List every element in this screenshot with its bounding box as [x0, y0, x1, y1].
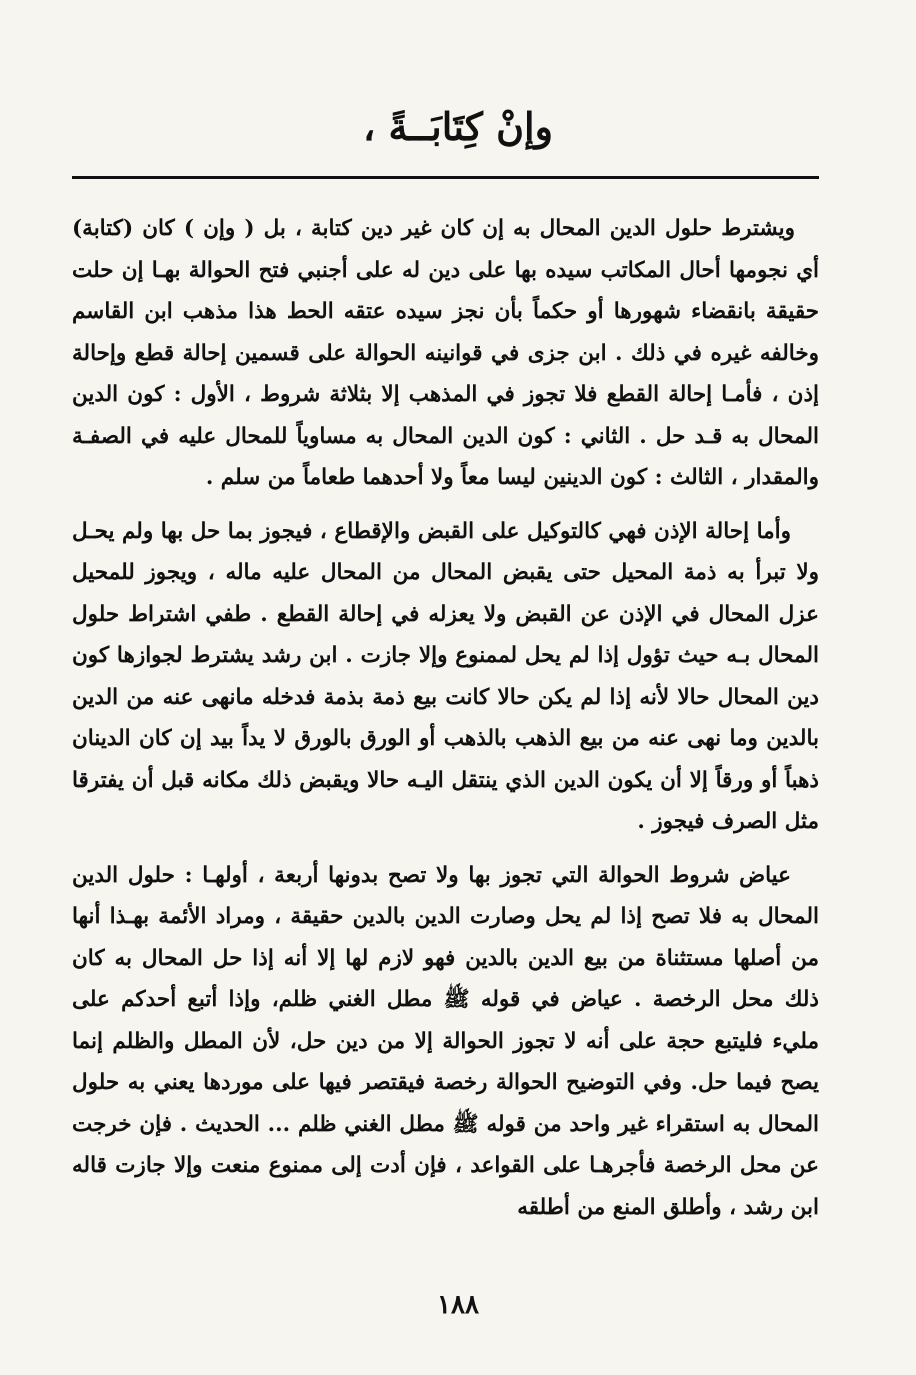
body-text — [72, 208, 819, 1240]
paragraph: ويشترط حلول الدين المحال به إن كان غير دين كتابة ، بل ( وإن ) كان (كتابة) أي نجومها أحال المكاتب سيده بها على دين له على أجنبي فتح الحوالة بهـا إن حلت حقيقة بانقضاء شهورها أو حكماً بأن نجز سيده عتقه الحط هذا مذهب ابن القاسم وخالفه غيره في ذلك . ابن جزى في قوانينه الحوالة على قسمين إحالة قطع وإحالة إذن ، فأمـا إحالة القطع فلا تجوز في المذهب إلا بثلاثة شروط ، الأول : كون الدين المحال به قـد حل . الثاني : كون الدين المحال به مساوياً للمحال عليه في الصفـة والمقدار ، الثالث : كون الدينين ليسا معاً ولا أحدهما طعاماً من سلم . — [72, 216, 819, 490]
page-number: ١٨٨ — [437, 1290, 479, 1320]
page-header-title: وإنْ كِتَابَــةً ، — [363, 104, 553, 149]
paragraph: عياض شروط الحوالة التي تجوز بها ولا تصح بدونها أربعة ، أولهـا : حلول الدين المحال به فلا تصح إذا لم يحل وصارت الدين بالدين حقيقة ، ومراد الأئمة بهـذا أنها من أصلها مستثناة من بيع الدين بالدين فهو لازم لها إلا أنه إذا حل المحال به كان ذلك محل الرخصة . عياض في قوله ﷺ مطل الغني ظلم، وإذا أتبع أحدكم على مليء فليتبع حجة على أنه لا تجوز الحوالة إلا من دين حل، لأن المطل والظلم إنما يصح فيما حل. وفي التوضيح الحوالة رخصة فيقتصر فيها على موردها يعني به حلول المحال به استقراء غير واحد من قوله ﷺ مطل الغني ظلم ... الحديث . فإن خرجت عن محل الرخصة فأجرهـا على القواعد ، فإن أدت إلى ممنوع منعت وإلا جازت قاله ابن رشد ، وأطلق المنع من أطلقه — [72, 862, 819, 1220]
paragraph: وأما إحالة الإذن فهي كالتوكيل على القبض والإقطاع ، فيجوز بما حل بها ولم يحـل ولا تبرأ به ذمة المحيل حتى يقبض المحال من المحال عليه ماله ، ويجوز للمحيل عزل المحال في الإذن عن القبض ولا يعزله في إحالة القطع . طفي اشتراط حلول المحال بـه حيث تؤول إذا لم يحل لممنوع وإلا جازت . ابن رشد يشترط لجوازها كون دين المحال حالا لأنه إذا لم يكن حالا كانت بيع ذمة بذمة فدخله مانهى عنه من الدين بالدين وما نهى عنه من بيع الذهب بالذهب أو الورق بالورق لا يداً بيد إن كان الدينان ذهباً أو ورقاً إلا أن يكون الدين الذي ينتقل اليـه حالا ويقبض ذلك مكانه قبل أن يفترقا مثل الصرف فيجوز . — [72, 518, 819, 834]
header-divider — [72, 176, 819, 179]
